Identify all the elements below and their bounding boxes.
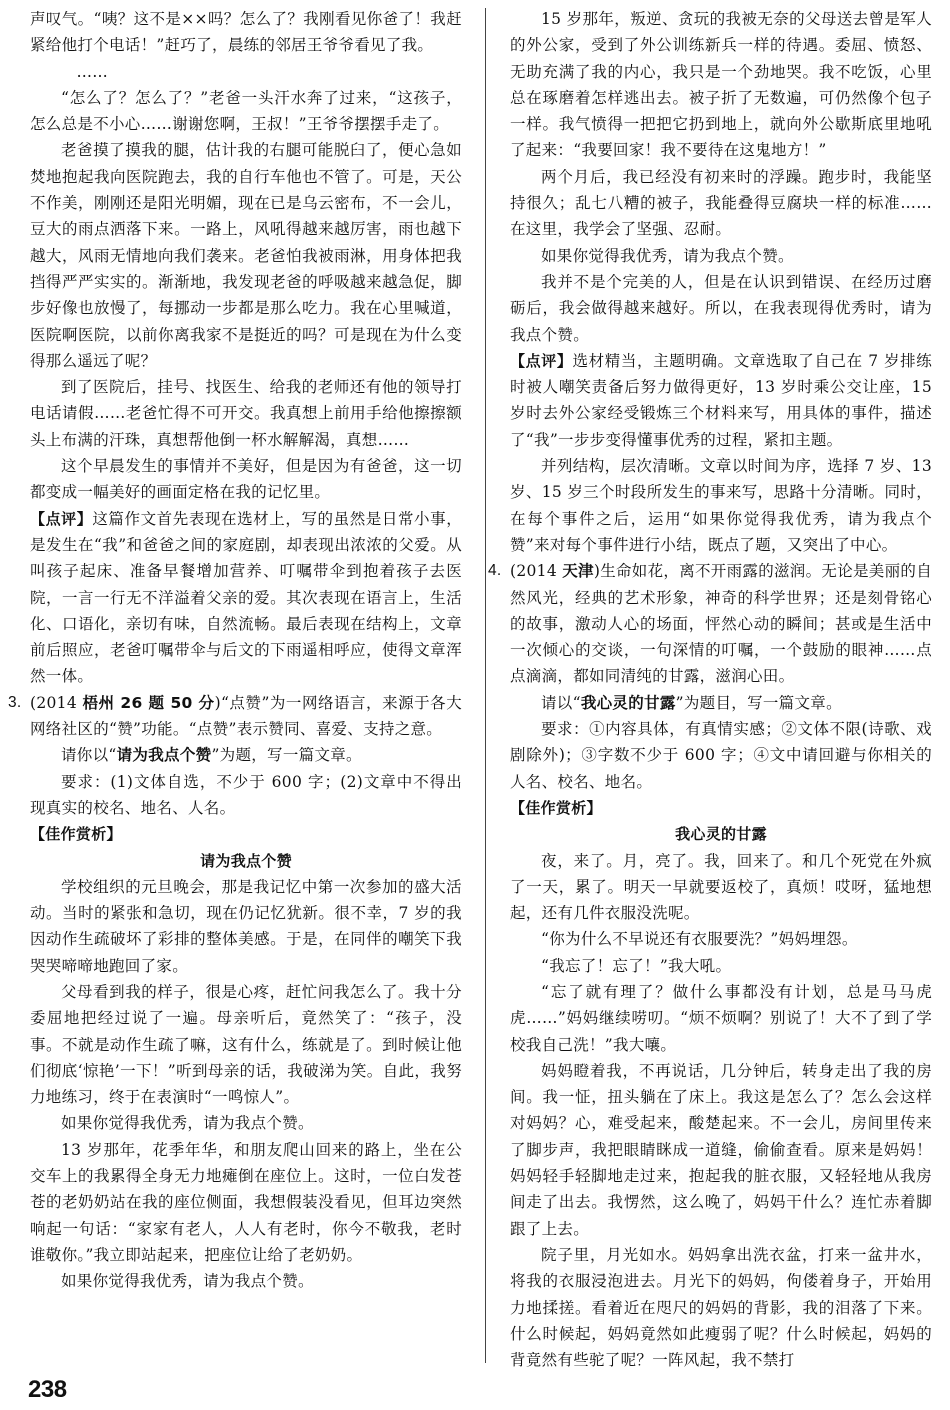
essay-title: 请为我点个赞	[200, 851, 292, 870]
comment-text: 这篇作文首先表现在选材上，写的虽然是日常小事，是发生在“我”和爸爸之间的家庭剧，却表现出浓浓的父爱。从叫孩子起床、准备早餐增加营养、叮嘱带伞到抱着孩子去医院，一言一行无不洋溢着父亲的爱。其次表现在语言上，生活化、口语化，亲切有味，自然流畅。最后表现在结构上，文章前后照应，老爸叮嘱带伞与后文的下雨遥相呼应，使得文章浑然一体。	[30, 509, 462, 686]
paragraph: 到了医院后，挂号、找医生、给我的老师还有他的领导打电话请假……老爸忙得不可开交。我真想上前用手给他擦擦额头上布满的汗珠，真想帮他倒一杯水解解渴，真想……	[30, 378, 462, 449]
prompt-pre: 请以“	[541, 693, 581, 712]
question-source-close: )	[214, 693, 221, 712]
question-source: 梧州 26 题 50 分	[82, 693, 215, 712]
question-source-open: (2014	[30, 693, 83, 712]
question-4	[488, 558, 933, 795]
paragraph: 如果你觉得我优秀，请为我点个赞。	[61, 1114, 314, 1133]
question-requirements: 要求：①内容具体，有真情实感；②文体不限(诗歌、戏剧除外)；③字数不少于 600 字；④文中请回避与你相关的人名、校名、地名。	[510, 720, 932, 791]
comment-paragraph	[30, 506, 462, 690]
paragraph: 声叹气。“咦？这不是××吗？怎么了？我刚看见你爸了！我赶紧给他打个电话！”赶巧了，晨练的邻居王爷爷看见了我。	[30, 10, 462, 55]
essay-title: 我心灵的甘露	[675, 825, 767, 844]
paragraph: “怎么了？怎么了？”老爸一头汗水奔了过来，“这孩子，怎么总是不小心……谢谢您啊，王叔！”王爷爷摆摆手走了。	[30, 88, 462, 134]
paragraph: “你为什么不早说还有衣服要洗？”妈妈埋怨。	[541, 930, 858, 949]
ellipsis-line: ……	[76, 62, 109, 81]
appreciation-label: 【佳作赏析】	[510, 798, 602, 817]
question-body: “点赞”为一网络语言，来源于各大网络社区的“赞”功能。“点赞”表示赞同、喜爱、支持之意。	[30, 693, 462, 739]
right-column	[488, 6, 933, 1373]
question-source-open: (2014	[510, 562, 563, 581]
comment-label: 【点评】	[30, 509, 93, 528]
question-source-close: )	[593, 562, 601, 581]
question-body: 生命如花，离不开雨露的滋润。无论是美丽的自然风光，经典的艺术形象，神奇的科学世界；还是刻骨铭心的故事，激动人心的场面，怦然心动的瞬间；甚或是生活中一次倾心的交谈，一句深情的叮嘱，一个鼓励的眼神……点点滴滴，都如同清纯的甘露，滋润心田。	[510, 562, 933, 686]
question-number: 3.	[8, 693, 22, 711]
question-prompt	[510, 690, 932, 716]
paragraph: 这个早晨发生的事情并不美好，但是因为有爸爸，这一切都变成一幅美好的画面定格在我的记忆里。	[30, 457, 462, 502]
appreciation-label: 【佳作赏析】	[30, 825, 122, 844]
paragraph: 如果你觉得我优秀，请为我点个赞。	[541, 246, 794, 265]
paragraph: 妈妈瞪着我，不再说话，几分钟后，转身走出了我的房间。我一怔，扭头躺在了床上。我这是怎么了？怎么会这样对妈妈？心，难受起来，酸楚起来。不一会儿，房间里传来了脚步声，我把眼睛眯成一道缝，偷偷查看。原来是妈妈！妈妈轻手轻脚地走过来，抱起我的脏衣服，又轻轻地从我房间走了出去。我愣然，这么晚了，妈妈干什么？连忙赤着脚跟了上去。	[510, 1061, 932, 1238]
paragraph: 父母看到我的样子，很是心疼，赶忙问我怎么了。我十分委屈地把经过说了一遍。母亲听后，竟然笑了：“孩子，没事。不就是动作生疏了嘛，这有什么，练就是了。到时候让他们彻底‘惊艳’一下！”听到母亲的话，我破涕为笑。自此，我努力地练习，终于在表演时“一鸣惊人”。	[30, 982, 462, 1107]
paragraph: 学校组织的元旦晚会，那是我记忆中第一次参加的盛大活动。当时的紧张和急切，现在仍记忆犹新。很不幸，7 岁的我因动作生疏破坏了彩排的整体美感。于是，在同伴的嘲笑下我哭哭啼啼地跑回了家。	[30, 877, 462, 975]
question-text	[30, 690, 462, 743]
paragraph: “我忘了！忘了！”我大吼。	[541, 956, 732, 975]
prompt-title: 请为我点个赞	[116, 746, 212, 765]
paragraph: 如果你觉得我优秀，请为我点个赞。	[61, 1272, 314, 1291]
prompt-pre: 请你以“	[61, 746, 117, 765]
paragraph: “忘了就有理了？做什么事都没有计划，总是马马虎虎……”妈妈继续唠叨。“烦不烦啊？别说了！大不了到了学校我自己洗！”我大嚷。	[510, 982, 932, 1054]
question-3	[8, 690, 462, 821]
paragraph: 我并不是个完美的人，但是在认识到错误、在经历过磨砺后，我会做得越来越好。所以，在我表现得优秀时，请为我点个赞。	[510, 272, 932, 344]
prompt-post: ”为题目，写一篇文章。	[675, 693, 842, 712]
paragraph: 夜，来了。月，亮了。我，回来了。和几个死党在外疯了一天，累了。明天一早就要返校了，真烦！哎呀，猛地想起，还有几件衣服没洗呢。	[510, 851, 932, 923]
paragraph: 两个月后，我已经没有初来时的浮躁。跑步时，我能坚持很久；乱七八糟的被子，我能叠得豆腐块一样的标准……在这里，我学会了坚强、忍耐。	[510, 167, 932, 239]
prompt-post: ”为题，写一篇文章。	[211, 746, 362, 765]
left-column	[8, 6, 462, 1295]
paragraph: 13 岁那年，花季年华，和朋友爬山回来的路上，坐在公交车上的我累得全身无力地瘫倒在座位上。这时，一位白发苍苍的老奶奶站在我的座位侧面，我想假装没看见，但耳边突然响起一句话：“家家有老人，人人有老时，你今不敬我，老时谁敬你。”我立即站起来，把座位让给了老奶奶。	[30, 1140, 462, 1264]
paragraph: 老爸摸了摸我的腿，估计我的右腿可能脱臼了，便心急如焚地抱起我向医院跑去，我的自行车他也不管了。可是，天公不作美，刚刚还是阳光明媚，现在已是乌云密布，不一会儿，豆大的雨点洒落下来。一路上，风吼得越来越厉害，雨也越下越大，风雨无情地向我们袭来。老爸怕我被雨淋，用身体把我挡得严严实实的。渐渐地，我发现老爸的呼吸越来越急促，脚步好像也放慢了，每挪动一步都是那么吃力。我在心里喊道，医院啊医院，以前你离我家不是挺近的吗？可是现在为什么变得那么遥远了呢？	[30, 141, 462, 370]
page-number: 238	[28, 1376, 67, 1403]
comment-label: 【点评】	[510, 351, 573, 370]
question-prompt	[30, 742, 462, 768]
prompt-title: 我心灵的甘露	[580, 693, 676, 712]
question-source: 天津	[562, 562, 594, 581]
comment-text: 选材精当，主题明确。文章选取了自己在 7 岁排练时被人嘲笑责备后努力做得更好，13 岁时乘公交让座，15 岁时去外公家经受锻炼三个材料来写，用具体的事件，描述了“我”一步步变得懂事优秀的过程，紧扣主题。	[510, 351, 933, 449]
question-requirements: 要求：(1)文体自选，不少于 600 字；(2)文章中不得出现真实的校名、地名、人名。	[30, 772, 462, 817]
question-text	[510, 558, 932, 689]
paragraph: 院子里，月光如水。妈妈拿出洗衣盆，打来一盆井水，将我的衣服浸泡进去。月光下的妈妈，佝偻着身子，开始用力地揉搓。看着近在咫尺的妈妈的背影，我的泪落了下来。什么时候起，妈妈竟然如此瘦弱了呢？什么时候起，妈妈的背竟然有些驼了呢？一阵风起，我不禁打	[510, 1245, 932, 1370]
question-number: 4.	[488, 562, 502, 580]
comment-paragraph	[510, 348, 932, 453]
column-divider	[485, 8, 486, 1363]
comment-paragraph-2: 并列结构，层次清晰。文章以时间为序，选择 7 岁、13 岁、15 岁三个时段所发生的事来写，思路十分清晰。同时，在每个事件之后，运用“如果你觉得我优秀，请为我点个赞”来对每个事件进行小结，既点了题，又突出了中心。	[510, 457, 932, 554]
paragraph: 15 岁那年，叛逆、贪玩的我被无奈的父母送去曾是军人的外公家，受到了外公训练新兵一样的待遇。委屈、愤怒、无助充满了我的内心，我只是一个劲地哭。我不吃饭，心里总在琢磨着怎样逃出去。被子折了无数遍，可仍然像个包子一样。我气愤得一把把它扔到地上，就向外公歇斯底里地吼了起来：“我要回家！我不要待在这鬼地方！”	[510, 10, 932, 160]
